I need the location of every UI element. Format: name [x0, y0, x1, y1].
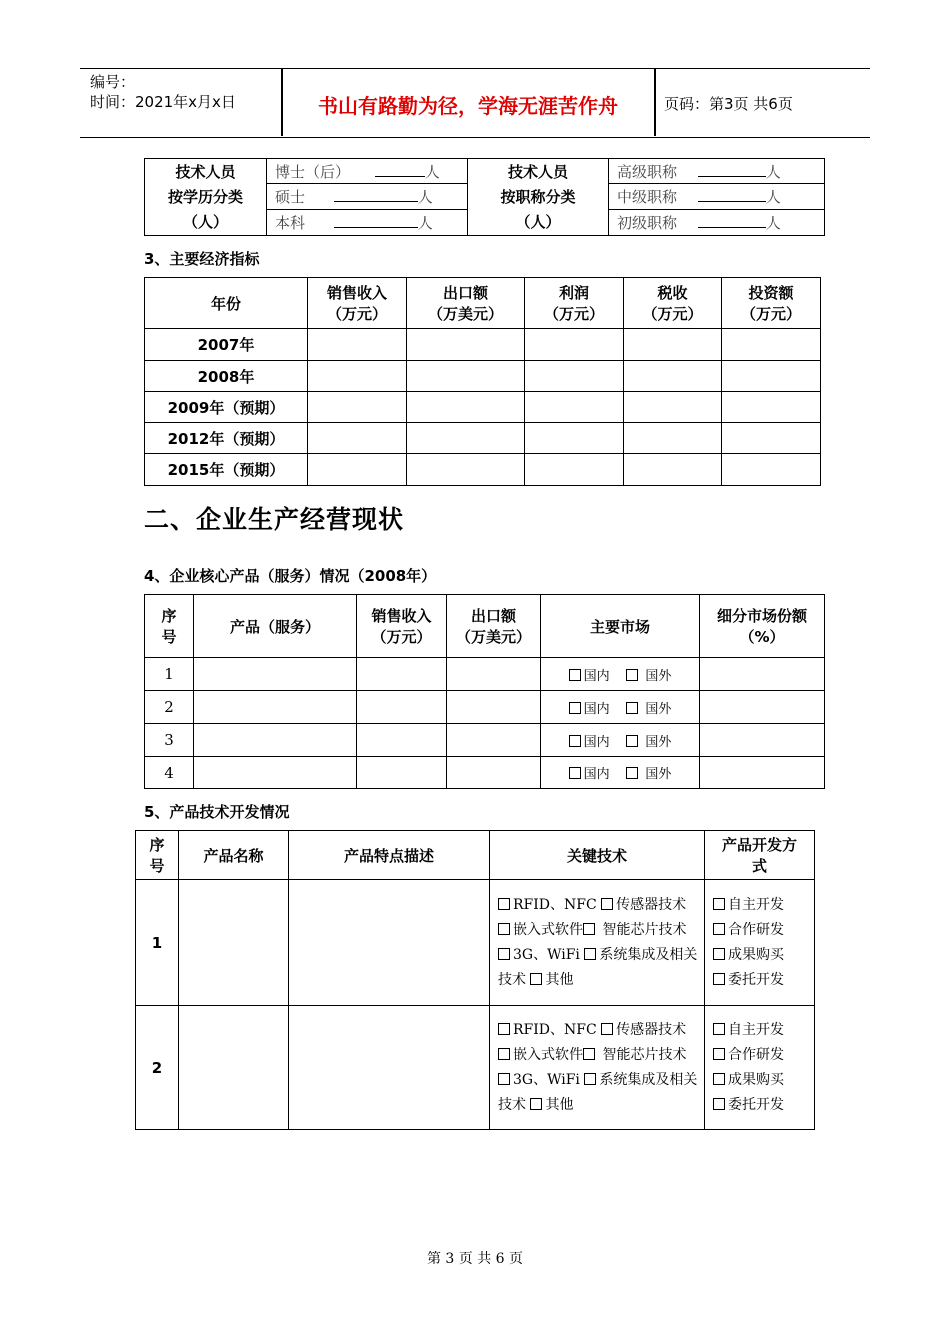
rfid-checkbox[interactable]: RFID、NFC [498, 897, 597, 913]
section4-title: 4、企业核心产品（服务）情况（2008年） [144, 567, 437, 585]
edu-row[interactable]: 博士（后） 人 [267, 159, 468, 184]
edu-row[interactable]: 硕士 人 [267, 184, 468, 210]
mode-checkbox[interactable]: 合作研发 [713, 918, 814, 943]
col-header: 产品（服务） [194, 595, 357, 658]
other-checkbox[interactable]: 其他 [530, 1097, 573, 1113]
title-row[interactable]: 高级职称 人 [609, 159, 825, 184]
year-cell: 2009年（预期） [145, 392, 308, 423]
key-tech-options: RFID、NFC 传感器技术 嵌入式软件 智能芯片技术 3G、WiFi 系统集成及相关 技术 其他 [490, 1006, 705, 1130]
table-row [145, 423, 821, 454]
col-header: 销售收入 （万元） [357, 595, 447, 658]
header-page-label: 页码：第3页 共6页 [664, 95, 793, 113]
mode-checkbox[interactable]: 委托开发 [713, 968, 814, 993]
sensor-checkbox[interactable]: 传感器技术 [601, 897, 686, 913]
core-products-table [144, 594, 825, 789]
mode-checkbox[interactable]: 自主开发 [713, 893, 814, 918]
dev-mode-options [705, 1006, 815, 1130]
table-row [145, 724, 825, 757]
g3-checkbox[interactable]: 3G、WiFi [498, 1072, 580, 1088]
table-row [145, 757, 825, 789]
embedded-checkbox[interactable]: 嵌入式软件 [498, 1047, 583, 1063]
foreign-checkbox[interactable]: 国外 [626, 669, 671, 684]
foreign-checkbox[interactable]: 国外 [626, 735, 671, 750]
col-header: 投资额 （万元） [722, 278, 821, 329]
col-header: 序 号 [136, 831, 179, 880]
key-tech-options: RFID、NFC 传感器技术 嵌入式软件 智能芯片技术 3G、WiFi 系统集成及相关 技术 其他 [490, 880, 705, 1006]
table-row [136, 1006, 815, 1130]
header-meta [90, 72, 236, 112]
col-header: 产品特点描述 [289, 831, 490, 880]
col-header: 产品名称 [179, 831, 289, 880]
mode-checkbox[interactable]: 委托开发 [713, 1093, 814, 1118]
chip-checkbox[interactable]: 智能芯片技术 [583, 1047, 686, 1063]
sensor-checkbox[interactable]: 传感器技术 [601, 1022, 686, 1038]
rfid-checkbox[interactable]: RFID、NFC [498, 1022, 597, 1038]
tech-development-table [135, 830, 815, 1130]
page-footer: 第 3 页 共 6 页 [426, 1251, 524, 1267]
row-number: 2 [145, 691, 194, 724]
title-row[interactable]: 中级职称 人 [609, 184, 825, 210]
market-cell [541, 691, 700, 724]
header-divider [654, 68, 656, 136]
col-header: 序 号 [145, 595, 194, 658]
row-number: 4 [145, 757, 194, 789]
edu-category-label: 技术人员 按学历分类 （人） [145, 159, 267, 236]
col-header: 利润 （万元） [525, 278, 624, 329]
foreign-checkbox[interactable]: 国外 [626, 767, 671, 782]
market-cell [541, 724, 700, 757]
domestic-checkbox[interactable]: 国内 [569, 735, 610, 750]
domestic-checkbox[interactable]: 国内 [569, 767, 610, 782]
col-header: 出口额 （万美元） [407, 278, 525, 329]
domestic-checkbox[interactable]: 国内 [569, 669, 610, 684]
time-label: 时间：2021年x月x日 [90, 93, 236, 111]
g3-checkbox[interactable]: 3G、WiFi [498, 947, 580, 963]
other-checkbox[interactable]: 其他 [530, 972, 573, 988]
chip-checkbox[interactable]: 智能芯片技术 [583, 922, 686, 938]
col-header: 出口额 （万美元） [447, 595, 541, 658]
title-row[interactable]: 初级职称 人 [609, 210, 825, 236]
mode-checkbox[interactable]: 成果购买 [713, 943, 814, 968]
section5-title: 5、产品技术开发情况 [144, 803, 290, 821]
row-number: 2 [136, 1006, 179, 1130]
col-header: 销售收入 （万元） [308, 278, 407, 329]
col-header: 关键技术 [490, 831, 705, 880]
sysint-checkbox[interactable]: 系统集成及相关 [584, 947, 697, 963]
dev-mode-options [705, 880, 815, 1006]
col-header: 税收 （万元） [624, 278, 722, 329]
year-cell: 2008年 [145, 361, 308, 392]
market-cell [541, 658, 700, 691]
mode-checkbox[interactable]: 成果购买 [713, 1068, 814, 1093]
header-motto: 书山有路勤为径，学海无涯苦作舟 [318, 94, 618, 118]
col-header: 产品开发方 式 [705, 831, 815, 880]
sysint-checkbox[interactable]: 系统集成及相关 [584, 1072, 697, 1088]
table-row [145, 329, 821, 361]
section3-title: 3、主要经济指标 [144, 250, 260, 268]
year-cell: 2007年 [145, 329, 308, 361]
table-row [145, 454, 821, 486]
table-row [145, 392, 821, 423]
table-row [136, 880, 815, 1006]
staff-table [144, 158, 825, 236]
table-row [145, 361, 821, 392]
edu-row[interactable]: 本科 人 [267, 210, 468, 236]
embedded-checkbox[interactable]: 嵌入式软件 [498, 922, 583, 938]
mode-checkbox[interactable]: 合作研发 [713, 1043, 814, 1068]
table-row [145, 691, 825, 724]
year-cell: 2015年（预期） [145, 454, 308, 486]
table-row [145, 658, 825, 691]
domestic-checkbox[interactable]: 国内 [569, 702, 610, 717]
row-number: 1 [136, 880, 179, 1006]
foreign-checkbox[interactable]: 国外 [626, 702, 671, 717]
chapter-title: 二、企业生产经营现状 [144, 505, 405, 534]
col-header: 主要市场 [541, 595, 700, 658]
col-header: 细分市场份额 （%） [700, 595, 825, 658]
row-number: 3 [145, 724, 194, 757]
title-category-label: 技术人员 按职称分类 （人） [468, 159, 609, 236]
market-cell [541, 757, 700, 789]
col-header-year: 年份 [145, 278, 308, 329]
serial-label: 编号： [90, 73, 136, 91]
mode-checkbox[interactable]: 自主开发 [713, 1018, 814, 1043]
row-number: 1 [145, 658, 194, 691]
economic-indicators-table [144, 277, 821, 486]
year-cell: 2012年（预期） [145, 423, 308, 454]
